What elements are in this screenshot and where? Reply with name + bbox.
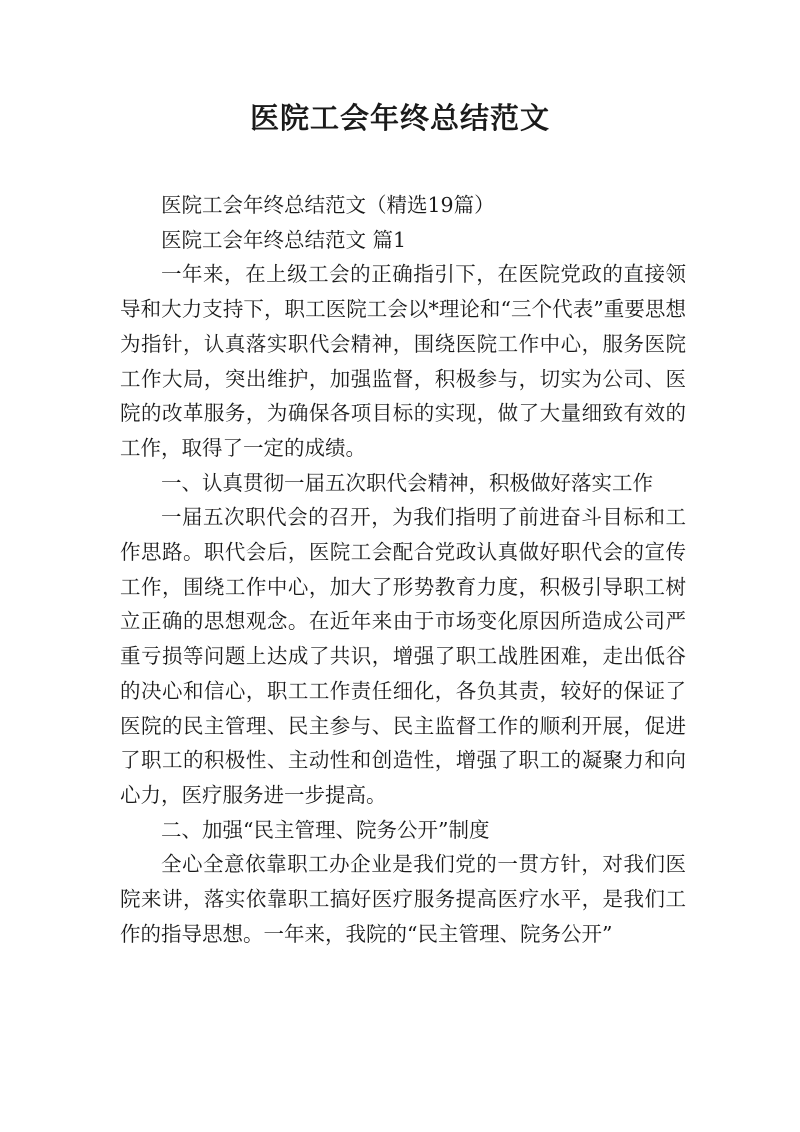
subtitle-paragraph: 医院工会年终总结范文（精选19篇） (161, 193, 495, 217)
document-body (120, 188, 686, 951)
body-paragraph: 一届五次职代会的召开，为我们指明了前进奋斗目标和工作思路。职代会后，医院工会配合党政认真做好职代会的宣传工作，围绕工作中心，加大了形势教育力度，积极引导职工树立正确的思想观念。在近年来由于市场变化原因所造成公司严重亏损等问题上达成了共识，增强了职工战胜困难，走出低谷的决心和信心，职工工作责任细化，各负其责，较好的保证了医院的民主管理、民主参与、民主监督工作的顺利开展，促进了职工的积极性、主动性和创造性，增强了职工的凝聚力和向心力，医疗服务进一步提高。 (120, 505, 686, 807)
body-paragraph: 一年来，在上级工会的正确指引下，在医院党政的直接领导和大力支持下，职工医院工会以*理论和“三个代表”重要思想为指针，认真落实职代会精神，围绕医院工作中心，服务医院工作大局，突出维护，加强监督，积极参与，切实为公司、医院的改革服务，为确保各项目标的实现，做了大量细致有效的工作，取得了一定的成绩。 (120, 262, 686, 460)
section-heading-part-1: 医院工会年终总结范文 篇1 (161, 227, 407, 252)
section-heading-1: 一、认真贯彻一届五次职代会精神，积极做好落实工作 (161, 470, 653, 495)
body-paragraph: 全心全意依靠职工办企业是我们党的一贯方针，对我们医院来讲，落实依靠职工搞好医疗服务提高医疗水平，是我们工作的指导思想。一年来，我院的“民主管理、院务公开” (120, 852, 686, 946)
document-title: 医院工会年终总结范文 (249, 101, 550, 135)
section-heading-2: 二、加强“民主管理、院务公开”制度 (161, 817, 490, 842)
